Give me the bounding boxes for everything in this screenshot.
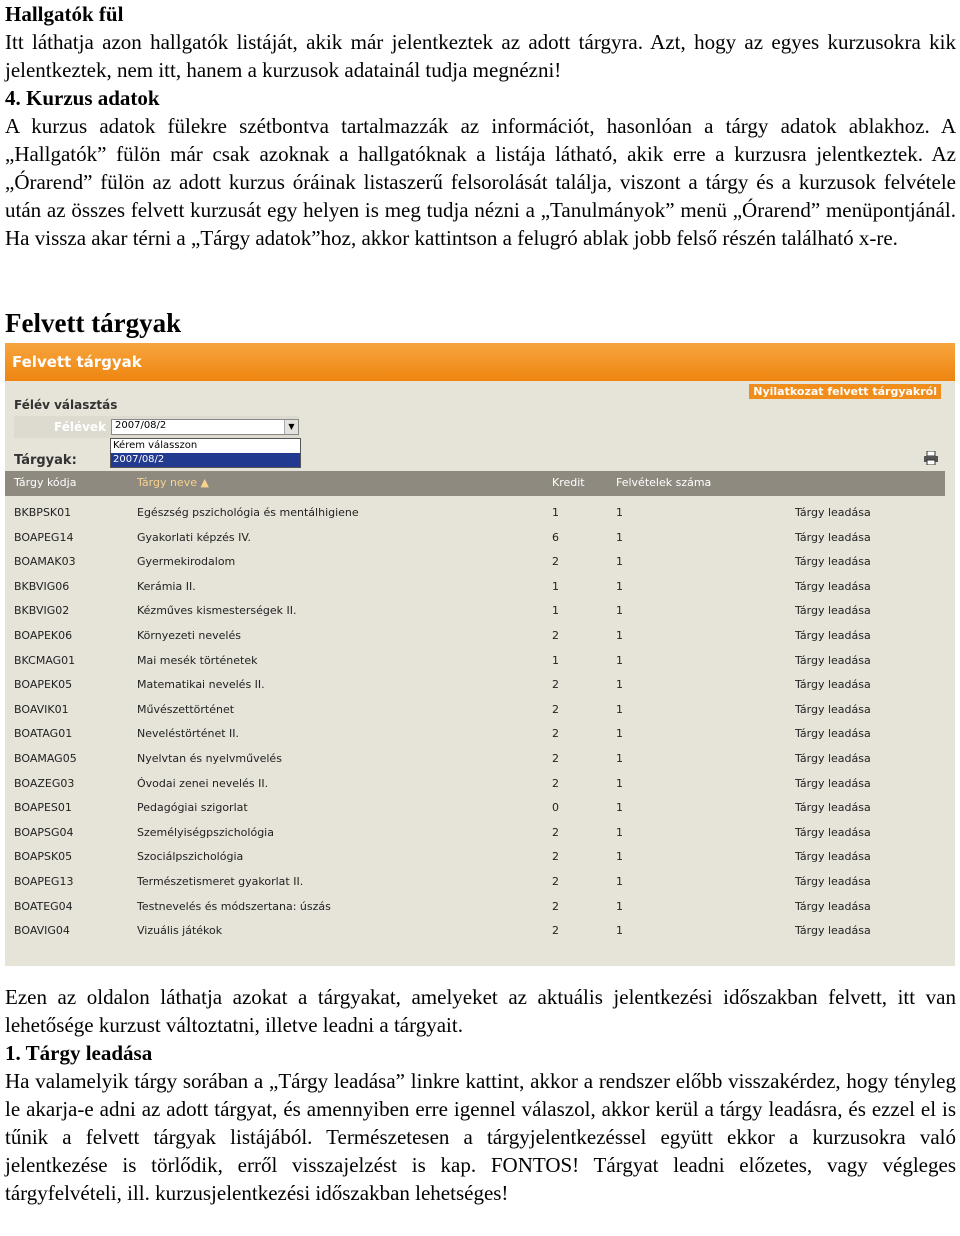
subject-enrollment-count: 1 (616, 899, 623, 913)
subject-name: Óvodai zenei nevelés II. (137, 776, 269, 790)
subject-enrollment-count: 1 (616, 678, 623, 692)
subject-enrollment-count: 1 (616, 776, 623, 790)
subject-credit: 2 (552, 751, 559, 765)
semester-option[interactable]: Kérem válasszon (113, 440, 198, 451)
table-row (5, 526, 945, 551)
paragraph-targy-leadasa: Ha valamelyik tárgy sorában a „Tárgy leadása” linkre kattint, akkor a rendszer előbb visszakérdez, hogy tényleg le akarja-e adni az adott tárgyat, és amennyiben erre igennel válaszol, akkor kerül a tárgy leadásra, és ezzel el is tűnik a felvett tárgyak listájából. Természetesen a tárgyjelentkezéssel együtt ekkor a kurzusokra való jelentkezése is törlődik, erről visszajelzést is kap. FONTOS! Tárgyat leadni előzetes, vagy végleges tárgyfelvételi, ill. kurzusjelentkezési időszakban lehetséges! (5, 1069, 956, 1205)
subject-code: BOAPEG14 (14, 530, 74, 544)
subject-credit: 2 (552, 924, 559, 938)
subject-name: Művészettörténet (137, 702, 235, 716)
subject-code: BOAPEK05 (14, 678, 73, 692)
subjects-table-body (5, 501, 945, 944)
table-header (5, 471, 945, 496)
subject-enrollment-count: 1 (616, 751, 623, 765)
table-row (5, 673, 945, 698)
subject-name: Kerámia II. (137, 579, 196, 593)
subject-enrollment-count: 1 (616, 530, 623, 544)
section-title: Felvett tárgyak (5, 308, 182, 338)
drop-subject-link[interactable]: Tárgy leadása (795, 702, 871, 716)
subject-credit: 1 (552, 579, 559, 593)
subject-credit: 2 (552, 850, 559, 864)
column-header-count[interactable]: Felvételek száma (616, 476, 712, 489)
subject-name: Kézműves kismesterségek II. (137, 604, 297, 618)
drop-subject-link[interactable]: Tárgy leadása (795, 678, 871, 692)
subject-credit: 1 (552, 506, 559, 519)
drop-subject-link[interactable]: Tárgy leadása (795, 653, 871, 667)
drop-subject-link[interactable]: Tárgy leadása (795, 506, 871, 519)
table-row (5, 772, 945, 797)
subject-code: BKBVIG02 (14, 604, 70, 618)
subject-enrollment-count: 1 (616, 506, 623, 519)
table-row (5, 599, 945, 624)
drop-subject-link[interactable]: Tárgy leadása (795, 628, 871, 642)
table-row (5, 796, 945, 821)
chevron-down-icon[interactable]: ▼ (284, 420, 298, 434)
drop-subject-link[interactable]: Tárgy leadása (795, 874, 871, 888)
printer-icon[interactable] (923, 451, 939, 465)
drop-subject-link[interactable]: Tárgy leadása (795, 850, 871, 864)
subject-code: BOATEG04 (14, 899, 73, 913)
table-row (5, 501, 945, 526)
subject-enrollment-count: 1 (616, 604, 623, 618)
table-row (5, 747, 945, 772)
subject-credit: 2 (552, 727, 559, 741)
subject-enrollment-count: 1 (616, 628, 623, 642)
drop-subject-link[interactable]: Tárgy leadása (795, 604, 871, 618)
table-row (5, 845, 945, 870)
subject-name: Neveléstörténet II. (137, 727, 240, 741)
table-row (5, 870, 945, 895)
subject-name: Pedagógiai szigorlat (137, 801, 248, 815)
subject-credit: 2 (552, 702, 559, 716)
subject-credit: 2 (552, 776, 559, 790)
subject-credit: 2 (552, 874, 559, 888)
table-row (5, 895, 945, 920)
intro-text-block (5, 0, 956, 252)
table-row (5, 649, 945, 674)
subject-credit: 1 (552, 653, 559, 667)
paragraph-hallgatok: Itt láthatja azon hallgatók listáját, akik már jelentkeztek az adott tárgyra. Azt, hogy az egyes kurzusokra kik jelentkeztek, nem itt, hanem a kurzusok adatainál tudja megnézni! (5, 30, 956, 82)
semester-option-selected[interactable]: 2007/08/2 (111, 453, 300, 467)
subject-name: Gyakorlati képzés IV. (137, 530, 252, 544)
subject-enrollment-count: 1 (616, 727, 623, 741)
subject-credit: 6 (552, 530, 559, 544)
subject-credit: 2 (552, 825, 559, 839)
table-row (5, 722, 945, 747)
subject-name: Környezeti nevelés (137, 628, 241, 642)
semester-select-value: 2007/08/2 (115, 420, 167, 431)
subject-code: BOATAG01 (14, 727, 73, 741)
subject-enrollment-count: 1 (616, 874, 623, 888)
column-header-name[interactable]: Tárgy neve ▲ (137, 476, 209, 489)
column-header-code[interactable]: Tárgy kódja (14, 476, 77, 489)
semester-bar (14, 416, 299, 438)
heading-kurzus-adatok: 4. Kurzus adatok (5, 86, 160, 110)
drop-subject-link[interactable]: Tárgy leadása (795, 899, 871, 913)
subject-name: Szociálpszichológia (137, 850, 244, 864)
subject-code: BOAVIK01 (14, 702, 69, 716)
drop-subject-link[interactable]: Tárgy leadása (795, 924, 871, 938)
subject-credit: 2 (552, 628, 559, 642)
subject-code: BOAPSK05 (14, 850, 73, 864)
subject-name: Matematikai nevelés II. (137, 678, 265, 692)
subject-name: Gyermekirodalom (137, 555, 236, 569)
drop-subject-link[interactable]: Tárgy leadása (795, 579, 871, 593)
subject-enrollment-count: 1 (616, 924, 623, 938)
table-row (5, 698, 945, 723)
subject-name: Nyelvtan és nyelvművelés (137, 751, 282, 765)
table-row (5, 821, 945, 846)
table-row (5, 550, 945, 575)
subject-code: BKBPSK01 (14, 506, 72, 519)
drop-subject-link[interactable]: Tárgy leadása (795, 530, 871, 544)
subject-code: BOAPEG13 (14, 874, 74, 888)
window-header (5, 343, 955, 381)
subject-name: Természetismeret gyakorlat II. (137, 874, 304, 888)
drop-subject-link[interactable]: Tárgy leadása (795, 825, 871, 839)
embedded-screenshot (5, 343, 955, 966)
subject-enrollment-count: 1 (616, 702, 623, 716)
subject-code: BOAVIG04 (14, 924, 70, 938)
subject-name: Testnevelés és módszertana: úszás (137, 899, 331, 913)
subject-code: BOAMAG05 (14, 751, 77, 765)
subject-enrollment-count: 1 (616, 850, 623, 864)
subjects-title: Tárgyak: (14, 453, 77, 468)
drop-subject-link[interactable]: Tárgy leadása (795, 727, 871, 741)
subject-code: BOAMAK03 (14, 555, 76, 569)
bottom-text-block (5, 983, 956, 1207)
subject-code: BOAPES01 (14, 801, 72, 815)
subject-code: BOAZEG03 (14, 776, 75, 790)
declaration-link[interactable]: Nyilatkozat felvett tárgyakról (749, 384, 941, 399)
subject-enrollment-count: 1 (616, 555, 623, 569)
paragraph-felvett-targyak: Ezen az oldalon láthatja azokat a tárgyakat, amelyeket az aktuális jelentkezési időszakban felvett, itt van lehetősége kurzust változtatni, illetve leadni a tárgyait. (5, 985, 956, 1037)
drop-subject-link[interactable]: Tárgy leadása (795, 555, 871, 569)
subject-code: BKCMAG01 (14, 653, 76, 667)
subject-credit: 2 (552, 899, 559, 913)
semester-select[interactable] (111, 419, 299, 435)
table-row (5, 624, 945, 649)
subject-code: BOAPEK06 (14, 628, 73, 642)
subject-enrollment-count: 1 (616, 801, 623, 815)
subject-credit: 1 (552, 604, 559, 618)
semester-label: Félévek (54, 420, 107, 434)
subject-credit: 2 (552, 678, 559, 692)
window-title: Felvett tárgyak (12, 353, 142, 371)
subject-credit: 2 (552, 555, 559, 569)
drop-subject-link[interactable]: Tárgy leadása (795, 776, 871, 790)
subject-code: BKBVIG06 (14, 579, 70, 593)
subject-name: Vizuális játékok (137, 924, 223, 938)
subject-name: Egészség pszichológia és mentálhigiene (137, 506, 359, 519)
subject-enrollment-count: 1 (616, 653, 623, 667)
semester-section-title: Félév választás (14, 398, 118, 412)
table-row (5, 919, 945, 944)
subject-code: BOAPSG04 (14, 825, 74, 839)
paragraph-kurzus-adatok: A kurzus adatok fülekre szétbontva tartalmazzák az információt, hasonlóan a tárgy adatok ablakhoz. A „Hallgatók” fülön már csak azoknak a hallgatóknak a listája látható, akik erre a kurzusra jelentkeztek. Az „Órarend” fülön az adott kurzus óráinak listaszerű felsorolását találja, viszont a tárgy és a kurzusok felvétele után az összes felvett kurzusát egy helyen is meg tudja nézni a „Tanulmányok” menü „Órarend” menüpontjánál. Ha vissza akar térni a „Tárgy adatok”hoz, akkor kattintson a felugró ablak jobb felső részén található x-re. (5, 114, 956, 250)
heading-targy-leadasa: 1. Tárgy leadása (5, 1041, 153, 1065)
table-row (5, 575, 945, 600)
drop-subject-link[interactable]: Tárgy leadása (795, 801, 871, 815)
subject-enrollment-count: 1 (616, 825, 623, 839)
semester-dropdown-list (110, 438, 301, 468)
heading-hallgatok-tab: Hallgatók fül (5, 2, 124, 26)
column-header-credit[interactable]: Kredit (552, 476, 585, 489)
subject-credit: 0 (552, 801, 559, 815)
subject-enrollment-count: 1 (616, 579, 623, 593)
drop-subject-link[interactable]: Tárgy leadása (795, 751, 871, 765)
subject-name: Mai mesék történetek (137, 653, 258, 667)
subject-name: Személyiségpszichológia (137, 825, 274, 839)
